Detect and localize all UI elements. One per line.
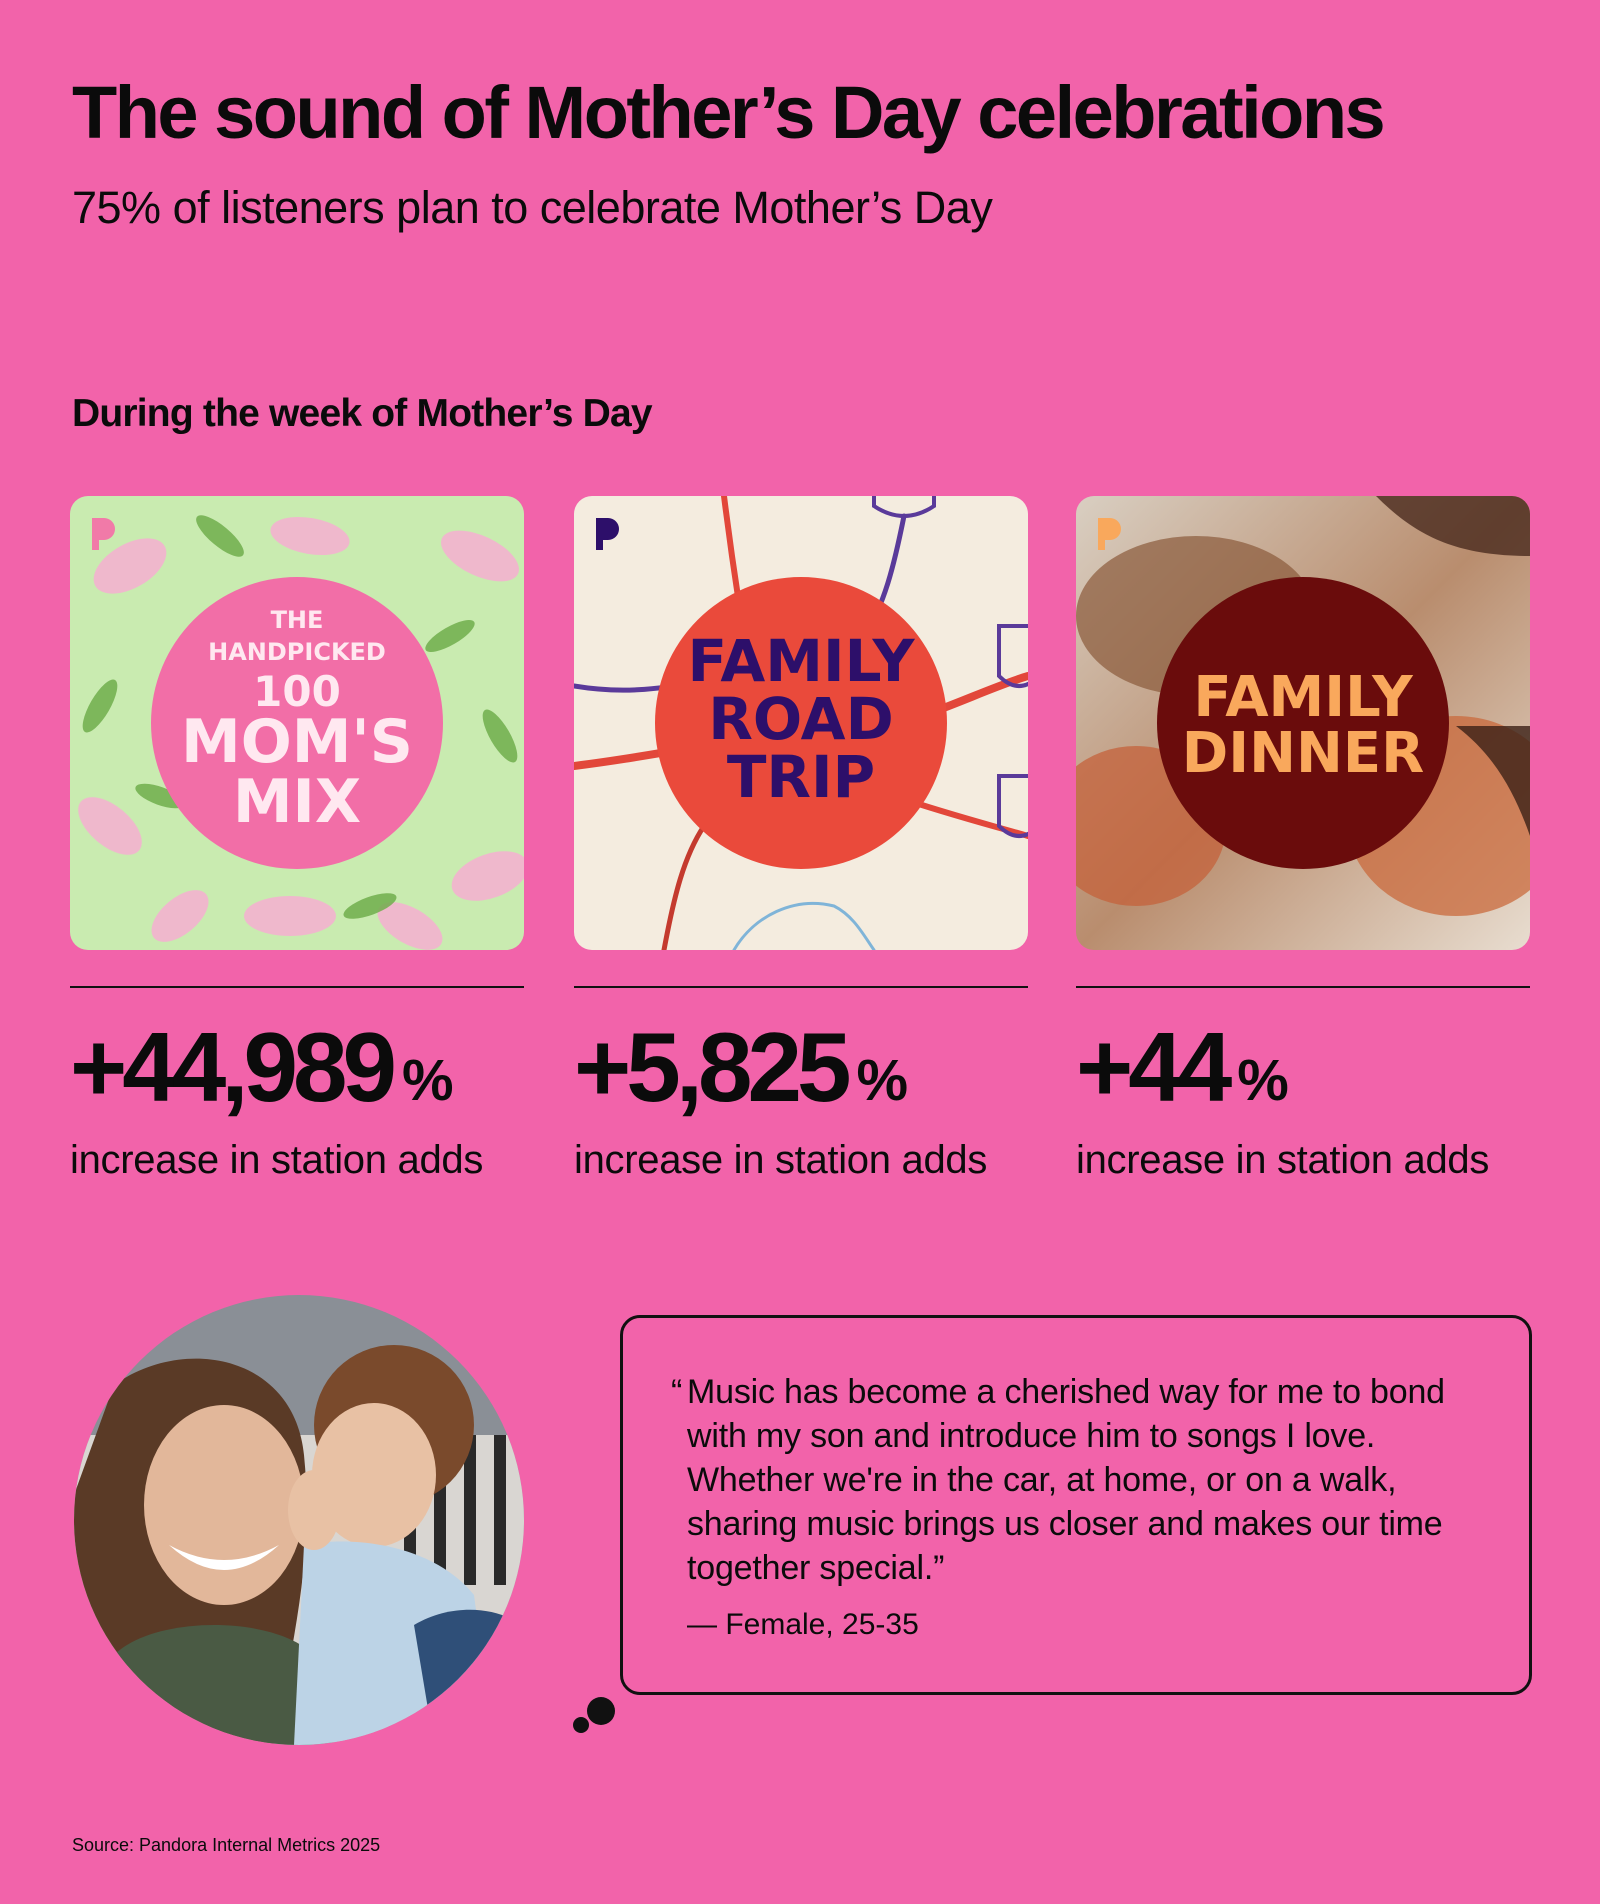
mother-son-photo (74, 1295, 524, 1745)
station-card-family-dinner[interactable] (1076, 496, 1530, 1183)
cover-text-line1: FAMILY (1193, 665, 1413, 730)
cover-text-number: 100 (253, 667, 341, 716)
cover-text-line2: ROAD (708, 685, 894, 753)
speech-bubble-dot-small-icon (573, 1717, 589, 1733)
stat-unit: % (401, 1048, 454, 1113)
testimonial-attribution: — Female, 25-35 (687, 1608, 919, 1641)
station-card-moms-mix[interactable] (70, 496, 524, 1183)
cover-text-handpicked: HANDPICKED (208, 638, 386, 666)
speech-bubble-dots-icon (587, 1697, 615, 1725)
card-divider (574, 986, 1028, 988)
stat-label: increase in station adds (1076, 1138, 1490, 1182)
cover-text-line2: DINNER (1181, 721, 1425, 786)
station-cover-family-dinner[interactable] (1076, 496, 1530, 950)
stat-figure (1076, 1012, 1530, 1122)
quote-open-mark: “ (671, 1373, 683, 1411)
cover-text-line1: MOM'S (180, 707, 414, 777)
cover-text-the: THE (270, 606, 324, 634)
stat-value: +44 (1076, 1012, 1228, 1122)
cover-text-line3: TRIP (726, 743, 876, 811)
stat-value: +5,825 (574, 1012, 847, 1122)
cover-text-line2: MIX (232, 767, 362, 837)
stat-figure (574, 1012, 1028, 1122)
station-cover-family-road-trip[interactable] (574, 496, 1028, 950)
page-subtitle: 75% of listeners plan to celebrate Mother’s Day (72, 182, 993, 233)
family-road-trip-artwork (574, 496, 1028, 950)
card-divider (1076, 986, 1530, 988)
moms-mix-artwork (70, 496, 524, 950)
cover-text-line1: FAMILY (687, 627, 915, 695)
testimonial-quote (671, 1370, 1501, 1590)
stat-label: increase in station adds (574, 1138, 988, 1182)
station-cover-moms-mix[interactable] (70, 496, 524, 950)
page-title: The sound of Mother’s Day celebrations (72, 71, 1384, 154)
stat-figure (70, 1012, 524, 1122)
testimonial-box (620, 1315, 1532, 1695)
stat-unit: % (856, 1048, 909, 1113)
quote-body: Music has become a cherished way for me to bond with my son and introduce him to songs I love. Whether we're in the car, at home, or on a walk, sharing music brings us closer and makes our time together special.” (687, 1373, 1445, 1587)
card-divider (70, 986, 524, 988)
stat-unit: % (1237, 1048, 1289, 1113)
source-note: Source: Pandora Internal Metrics 2025 (72, 1835, 381, 1855)
family-dinner-artwork (1076, 496, 1530, 950)
stat-value: +44,989 (70, 1012, 392, 1122)
station-card-family-road-trip[interactable] (574, 496, 1028, 1183)
stat-label: increase in station adds (70, 1138, 484, 1182)
section-heading: During the week of Mother’s Day (72, 392, 652, 435)
